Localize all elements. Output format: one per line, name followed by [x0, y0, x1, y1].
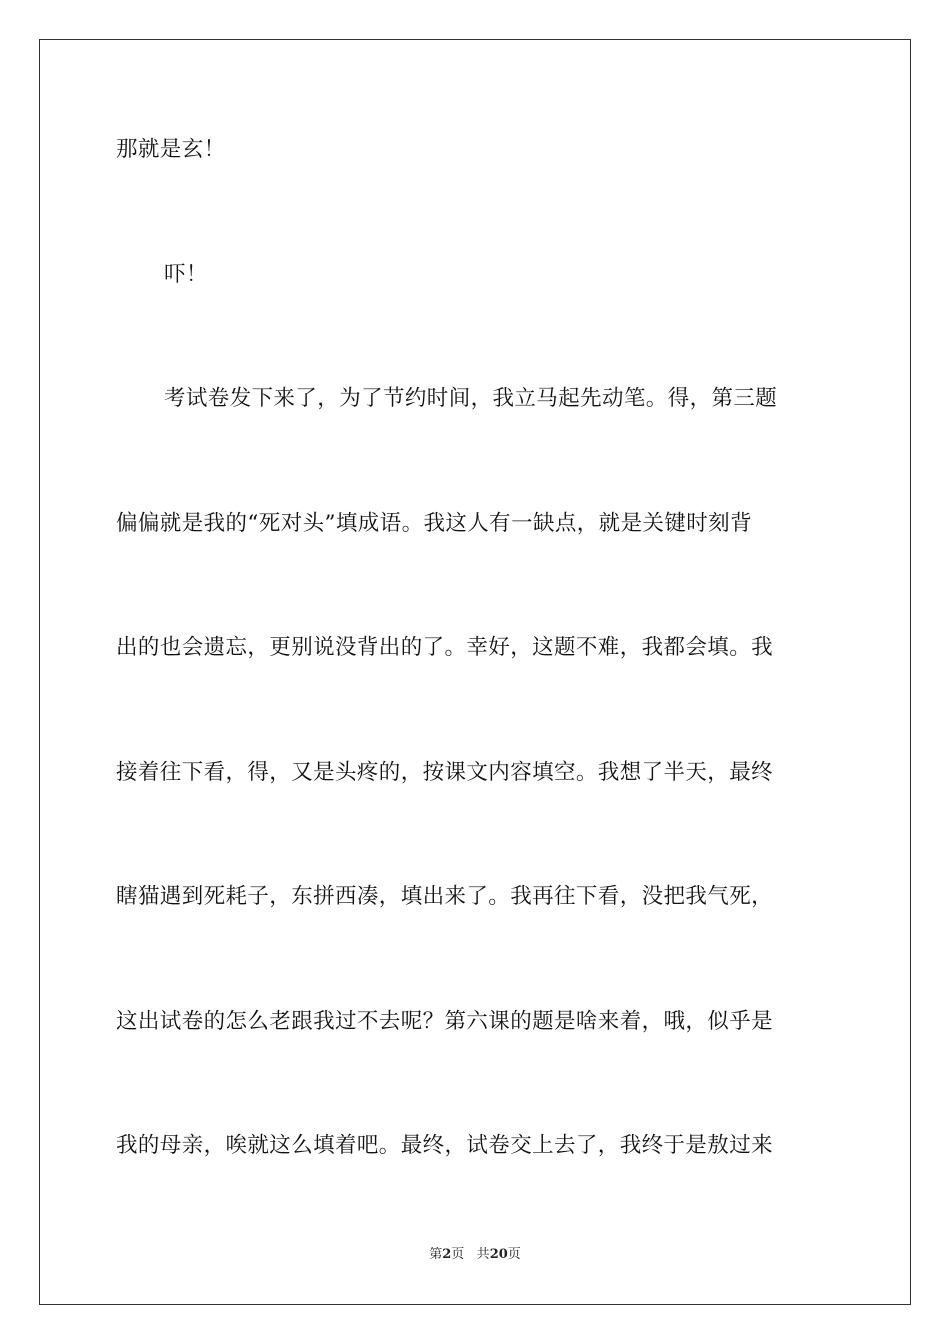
footer-page-suffix: 页	[451, 1247, 465, 1262]
text-line-6: 接着往下看，得，又是头疼的，按课文内容填空。我想了半天，最终	[116, 760, 774, 785]
page-border	[39, 39, 911, 1305]
footer-total-pages: 20	[489, 1247, 508, 1262]
footer-prefix: 第	[429, 1247, 443, 1262]
text-line-8: 这出试卷的怎么老跟我过不去呢？第六课的题是啥来着，哦，似乎是	[116, 1009, 774, 1034]
text-line-4: 偏偏就是我的“死对头”填成语。我这人有一缺点，就是关键时刻背	[116, 511, 752, 536]
footer-total-prefix: 共	[476, 1247, 490, 1262]
footer-page-number: 2	[442, 1247, 452, 1262]
footer-total-suffix: 页	[507, 1247, 521, 1262]
text-line-2: 吓！	[164, 262, 208, 287]
text-line-5: 出的也会遗忘，更别说没背出的了。幸好，这题不难，我都会填。我	[116, 635, 774, 660]
page-footer	[0, 1246, 950, 1264]
text-line-3: 考试卷发下来了，为了节约时间，我立马起先动笔。得，第三题	[164, 386, 778, 411]
text-line-1: 那就是玄！	[116, 137, 226, 162]
text-line-7: 瞎猫遇到死耗子，东拼西凑，填出来了。我再往下看，没把我气死，	[116, 884, 774, 909]
text-line-9: 我的母亲，唉就这么填着吧。最终，试卷交上去了，我终于是敖过来	[116, 1133, 774, 1158]
